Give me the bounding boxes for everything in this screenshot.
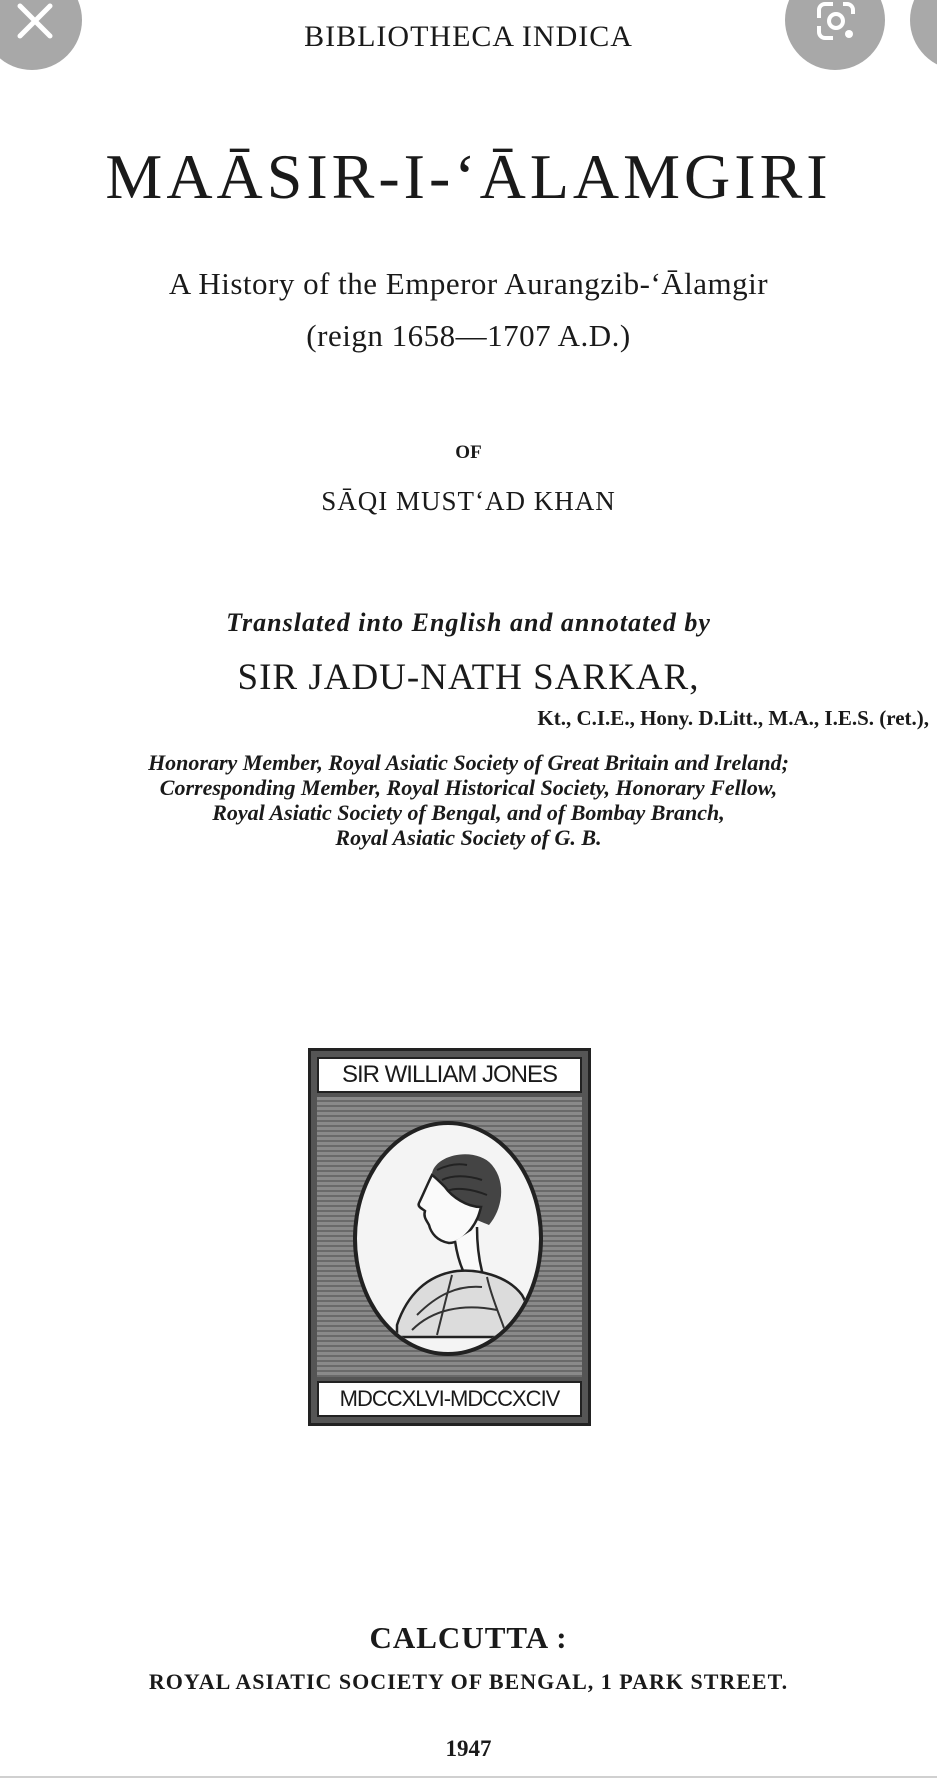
emblem-top-text: SIR WILLIAM JONES <box>317 1057 582 1093</box>
honors-line: Royal Asiatic Society of G. B. <box>335 825 602 850</box>
honors-line: Corresponding Member, Royal Historical Society, Honorary Fellow, <box>159 775 778 800</box>
portrait-oval <box>353 1121 543 1356</box>
publisher: ROYAL ASIATIC SOCIETY OF BENGAL, 1 PARK STREET. <box>148 1669 789 1694</box>
translated-by: Translated into English and annotated by <box>226 608 711 637</box>
translator-name: SIR JADU-NATH SARKAR, <box>237 657 700 698</box>
honors-line: Royal Asiatic Society of Bengal, and of Bombay Branch, <box>212 800 725 825</box>
honors-line: Honorary Member, Royal Asiatic Society of Great Britain and Ireland; <box>148 750 789 775</box>
series-name: BIBLIOTHECA INDICA <box>304 20 633 53</box>
emblem-bottom-text: MDCCXLVI-MDCCXCIV <box>317 1381 582 1417</box>
subtitle-line-2: (reign 1658—1707 A.D.) <box>306 318 631 353</box>
portrait-icon <box>357 1125 539 1352</box>
publication-city: CALCUTTA : <box>369 1620 568 1655</box>
publication-year: 1947 <box>445 1736 492 1761</box>
translator-honors <box>0 750 937 850</box>
sir-william-jones-emblem <box>308 1048 591 1426</box>
book-title: MAĀSIR-I-‘ĀLAMGIRI <box>105 141 832 212</box>
bottom-divider <box>0 1776 937 1778</box>
translator-degrees: Kt., C.I.E., Hony. D.Litt., M.A., I.E.S. (ret.), <box>537 706 929 730</box>
of-label: OF <box>455 442 482 463</box>
author-name: SĀQI MUST‘AD KHAN <box>321 486 616 516</box>
subtitle-line-1: A History of the Emperor Aurangzib-‘Ālamgir <box>168 266 769 301</box>
